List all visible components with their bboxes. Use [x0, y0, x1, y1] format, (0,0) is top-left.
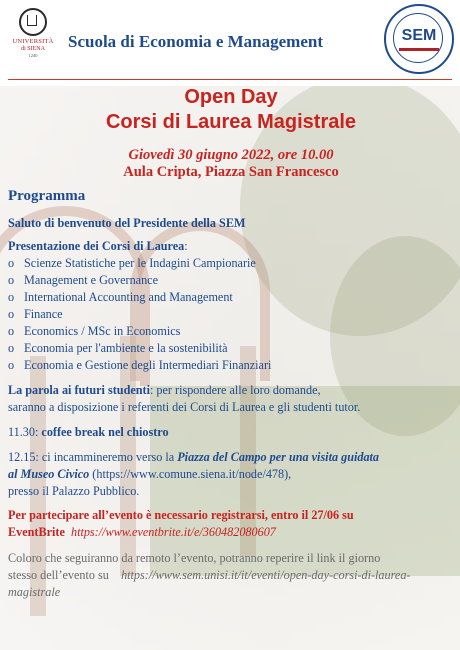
list-item	[8, 290, 233, 305]
header	[0, 0, 460, 86]
list-item	[8, 324, 180, 339]
registration-line2	[8, 525, 276, 540]
courses-heading-text: Presentazione dei Corsi di Laurea	[8, 239, 185, 253]
list-bullet: o	[8, 256, 15, 270]
visit-line2	[8, 467, 291, 482]
visit-text-1: ci incammineremo verso la	[41, 450, 175, 464]
list-item	[8, 273, 158, 288]
welcome-text: Saluto di benvenuto del Presidente della SEM	[8, 216, 246, 230]
course-name: Management e Governance	[24, 273, 158, 287]
university-seal-icon	[19, 8, 47, 36]
event-title-line1: Open Day	[184, 86, 278, 108]
event-date: Giovedì 30 giugno 2022, ore 10.00	[128, 147, 334, 163]
course-name: International Accounting and Management	[24, 290, 233, 304]
visit-italic-1: Piazza del Campo per una visita guidata	[177, 450, 380, 464]
visit-line1	[8, 450, 379, 465]
course-name: Economia e Gestione degli Intermediari Finanziari	[24, 358, 272, 372]
welcome-line	[8, 216, 245, 231]
list-bullet: o	[8, 290, 15, 304]
registration-text: Per partecipare all’evento è necessario registrarsi, entro il 27/06 su	[8, 508, 354, 522]
program-heading: Programma	[8, 188, 86, 204]
list-bullet: o	[8, 307, 15, 321]
university-of-siena-logo	[6, 8, 60, 70]
logo-text-university: UNIVERSITÀ	[12, 38, 54, 45]
eventbrite-label: EventBrite	[8, 525, 65, 539]
remote-line1: Coloro che seguiranno da remoto l’evento, potranno reperire il link il giorno	[8, 551, 381, 565]
eventbrite-link[interactable]: https://www.eventbrite.it/e/360482080607	[70, 525, 276, 539]
coffee-break-line	[8, 425, 169, 440]
remote-link-part1[interactable]: https://www.sem.unisi.it/it/eventi/open-day-corsi-di-laurea-	[121, 568, 411, 582]
sem-logo	[384, 4, 454, 74]
list-item	[8, 256, 256, 271]
coffee-break-text: coffee break nel chiostro	[41, 425, 169, 439]
visit-line3: presso il Palazzo Pubblico.	[8, 484, 140, 498]
list-item	[8, 307, 63, 322]
list-bullet: o	[8, 358, 15, 372]
museum-link[interactable]: (https://www.comune.siena.it/node/478),	[92, 467, 292, 481]
course-name: Economics / MSc in Economics	[24, 324, 181, 338]
list-bullet: o	[8, 324, 15, 338]
courses-heading-colon: :	[184, 239, 188, 253]
visit-time: 12.15:	[8, 450, 39, 464]
list-bullet: o	[8, 341, 15, 355]
event-title-line2: Corsi di Laurea Magistrale	[105, 111, 357, 133]
logo-text-year: 1240	[28, 53, 38, 58]
list-item	[8, 341, 228, 356]
coffee-break-time: 11.30:	[8, 425, 39, 439]
visit-italic-2: al Museo Civico	[8, 467, 90, 481]
course-name: Economia per l'ambiente e la sostenibilità	[24, 341, 228, 355]
school-name: Scuola di Economia e Management	[68, 32, 323, 51]
students-text-1: : per rispondere alle loro domande,	[149, 383, 321, 397]
registration-line1	[8, 508, 354, 523]
course-name: Scienze Statistiche per le Indagini Campionarie	[24, 256, 256, 270]
event-venue: Aula Cripta, Piazza San Francesco	[123, 164, 339, 180]
remote-line2	[8, 568, 410, 583]
sem-logo-text: SEM	[401, 27, 437, 44]
students-line2: saranno a disposizione i referenti dei Corsi di Laurea e gli studenti tutor.	[8, 400, 361, 414]
header-divider	[8, 79, 452, 80]
remote-link-part2[interactable]: magistrale	[8, 585, 61, 599]
list-item	[8, 358, 271, 373]
list-bullet: o	[8, 273, 15, 287]
courses-heading	[8, 239, 188, 254]
remote-text: stesso dell’evento su	[8, 568, 109, 582]
sem-logo-bar	[399, 48, 439, 51]
students-line1	[8, 383, 321, 398]
course-name: Finance	[24, 307, 63, 321]
students-heading: La parola ai futuri studenti	[8, 383, 150, 397]
logo-text-siena: di SIENA	[21, 46, 45, 52]
